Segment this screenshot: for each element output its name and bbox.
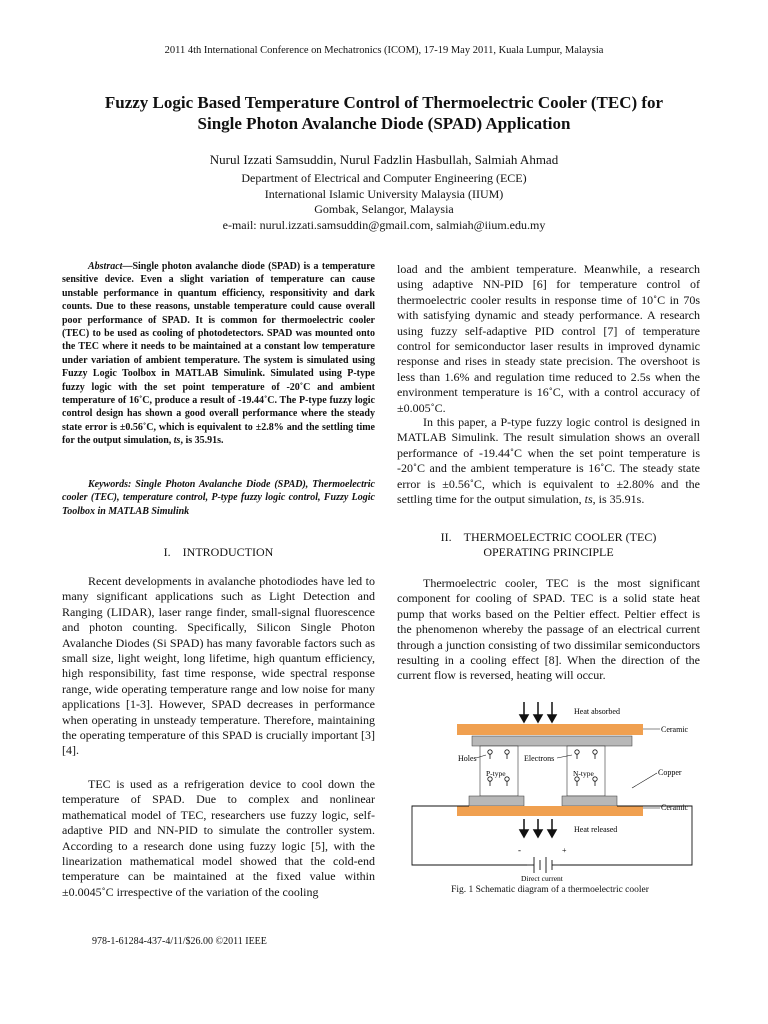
label-heat-absorbed: Heat absorbed — [574, 707, 620, 716]
abstract-label: Abstract — [88, 261, 123, 272]
intro-paragraph-2 — [62, 777, 375, 900]
intro-p1-text: Recent developments in avalanche photodiodes have led to many significant applications such as Light Detection and Ranging (LIDAR), laser range finder, small-signal fluorescence and photon counting. Specifically, Silicon Single Photon Avalanche Diodes (Si SPAD) has many favorable factors such as small size, light weight, long lifetime, high quantum efficiency, high responsibility, fast time response, wide spectral response range, wide operating temperature range and low noise for many applications [1-3]. However, SPAD decreases in performance when operating in unsteady temperature. Therefore, maintaining the operating temperature of this SPAD is crucially important [3][4]. — [62, 574, 375, 758]
abstract — [62, 260, 375, 448]
footer-copyright: 978-1-61284-437-4/11/$26.00 ©2011 IEEE — [92, 936, 267, 947]
right-paragraph-1 — [397, 262, 700, 416]
circuit-wires — [412, 806, 692, 873]
right-p1-text: load and the ambient temperature. Meanwhile, a research using adaptive NN-PID [6] for temperature control of thermoelectric cooler results in response time of 10˚C in 70s with satisfying dynamic and steady performance. A research using fuzzy self-adaptive PID control [7] of temperature control for semiconductor laser results in improved dynamic response and rises in steady state precision. The overshoot is less than 1.6% and regulation time reduced to 2.5s when the environment temperature is 16˚C, with a control accuracy of ±0.005˚C. — [397, 262, 700, 415]
affiliation — [0, 171, 768, 233]
label-ceramic-bottom: Ceramic — [661, 803, 689, 812]
affiliation-email: e-mail: nurul.izzati.samsuddin@gmail.com, salmiah@iium.edu.my — [222, 217, 546, 232]
right-p2-end: , is 35.91s. — [592, 492, 645, 507]
abstract-dash: — — [122, 261, 133, 272]
right-p2-text: In this paper, a P-type fuzzy logic control is designed in MATLAB Simulink. The result simulation shows an overall performance of -19.44˚C when the set point temperature is -20˚C and the ambient temperature is 16˚C. The steady state error is ±0.56˚C, which is equivalent to ±2.80% and the settling time for the output simulation, — [397, 415, 700, 507]
paper-title — [60, 92, 708, 134]
right-p2-ts: ts — [584, 492, 593, 507]
abstract-text: Single photon avalanche diode (SPAD) is a temperature sensitive device. Even a slight variation of temperature can cause unstable performance in quantum efficiency, responsitivity and dark counts. Due to these reasons, unstable temperature could cause overall poor performance of SPAD. It is common for thermoelectric cooler (TEC) to be used as cooling of photodetectors. SPAD was mounted onto the TEC where it needs to be maintained at a constant low temperature under variation of ambient temperature. The system is simulated using Fuzzy Logic Toolbox in MATLAB Simulink. Simulated using P-type fuzzy logic with the set point temperature of -20˚C and ambient temperature of 16˚C, produce a result of -19.44˚C. The P-type fuzzy logic control design has shown a good overall performance where the steady state error is ±0.56˚C, which is equivalent to ±2.8% and the settling time for the output simulation, — [62, 261, 375, 447]
affiliation-dept: Department of Electrical and Computer Engineering (ECE) — [241, 171, 527, 185]
heat-absorbed-arrows — [520, 702, 556, 722]
label-electrons: Electrons — [524, 754, 555, 763]
label-ceramic-top: Ceramic — [661, 725, 689, 734]
conference-header: 2011 4th International Conference on Mechatronics (ICOM), 17-19 May 2011, Kuala Lumpur, Malaysia — [164, 45, 604, 56]
label-plus: + — [562, 846, 567, 855]
authors: Nurul Izzati Samsuddin, Nurul Fadzlin Hasbullah, Salmiah Ahmad — [209, 152, 559, 167]
affiliation-location: Gombak, Selangor, Malaysia — [314, 202, 454, 216]
label-heat-released: Heat released — [574, 825, 618, 834]
section-heading-tec — [397, 530, 700, 560]
ceramic-plate-top — [457, 724, 643, 735]
title-line-1: Fuzzy Logic Based Temperature Control of Thermoelectric Cooler (TEC) for — [104, 93, 664, 112]
figure-caption: Fig. 1 Schematic diagram of a thermoelectric cooler — [451, 885, 649, 895]
section-heading-introduction: I. INTRODUCTION — [163, 545, 274, 559]
keywords — [62, 478, 375, 518]
intro-p2-text: TEC is used as a refrigeration device to cool down the temperature of SPAD. Due to complex and nonlinear mathematical model of TEC, researchers use fuzzy logic, self-adaptive PID and NN-PID to simulate the controller system. According to a research done using fuzzy logic [5], with the linearization mathematical model showed that the cold-end temperature can be maintained at the fixed value within ±0.0045˚C irrespective of the variation of the cooling — [62, 777, 375, 899]
label-holes: Holes — [458, 754, 477, 763]
label-direct-current: Direct current — [521, 874, 563, 883]
ceramic-plate-bottom — [457, 806, 643, 816]
tec-schematic-figure — [402, 695, 702, 885]
label-copper: Copper — [658, 768, 682, 777]
label-n-type: N-type — [573, 769, 594, 778]
label-minus: - — [518, 845, 521, 855]
tec-p1-text: Thermoelectric cooler, TEC is the most significant component for cooling of SPAD. TEC is a solid state heat pump that works based on the Peltier effect. Peltier effect is the phenomenon whereby the passage of an electrical current through a junction consisting of two dissimilar semiconductors resulting in a cooling effect [8]. When the direction of the current flow is reversed, heating will occur. — [397, 576, 700, 683]
copper-bottom-left — [469, 796, 524, 806]
right-paragraph-2 — [397, 415, 700, 507]
abstract-ts: ts — [173, 435, 181, 447]
intro-paragraph-1 — [62, 574, 375, 759]
tec-heading-line-1: II. THERMOELECTRIC COOLER (TEC) — [440, 530, 657, 544]
title-line-2: Single Photon Avalanche Diode (SPAD) Application — [197, 114, 571, 133]
copper-top — [472, 736, 632, 746]
tec-heading-line-2: OPERATING PRINCIPLE — [483, 545, 614, 559]
abstract-end: , is 35.91s. — [180, 435, 224, 447]
tec-paragraph-1 — [397, 576, 700, 684]
copper-bottom-right — [562, 796, 617, 806]
label-p-type: P-type — [486, 769, 506, 778]
affiliation-univ: International Islamic University Malaysia (IIUM) — [264, 186, 504, 201]
keywords-text: Keywords: Single Photon Avalanche Diode (SPAD), Thermoelectric cooler (TEC), temperature control, P-type fuzzy logic control, Fuzzy Logic Toolbox in MATLAB Simulink — [62, 479, 375, 517]
heat-released-arrows — [520, 819, 556, 837]
